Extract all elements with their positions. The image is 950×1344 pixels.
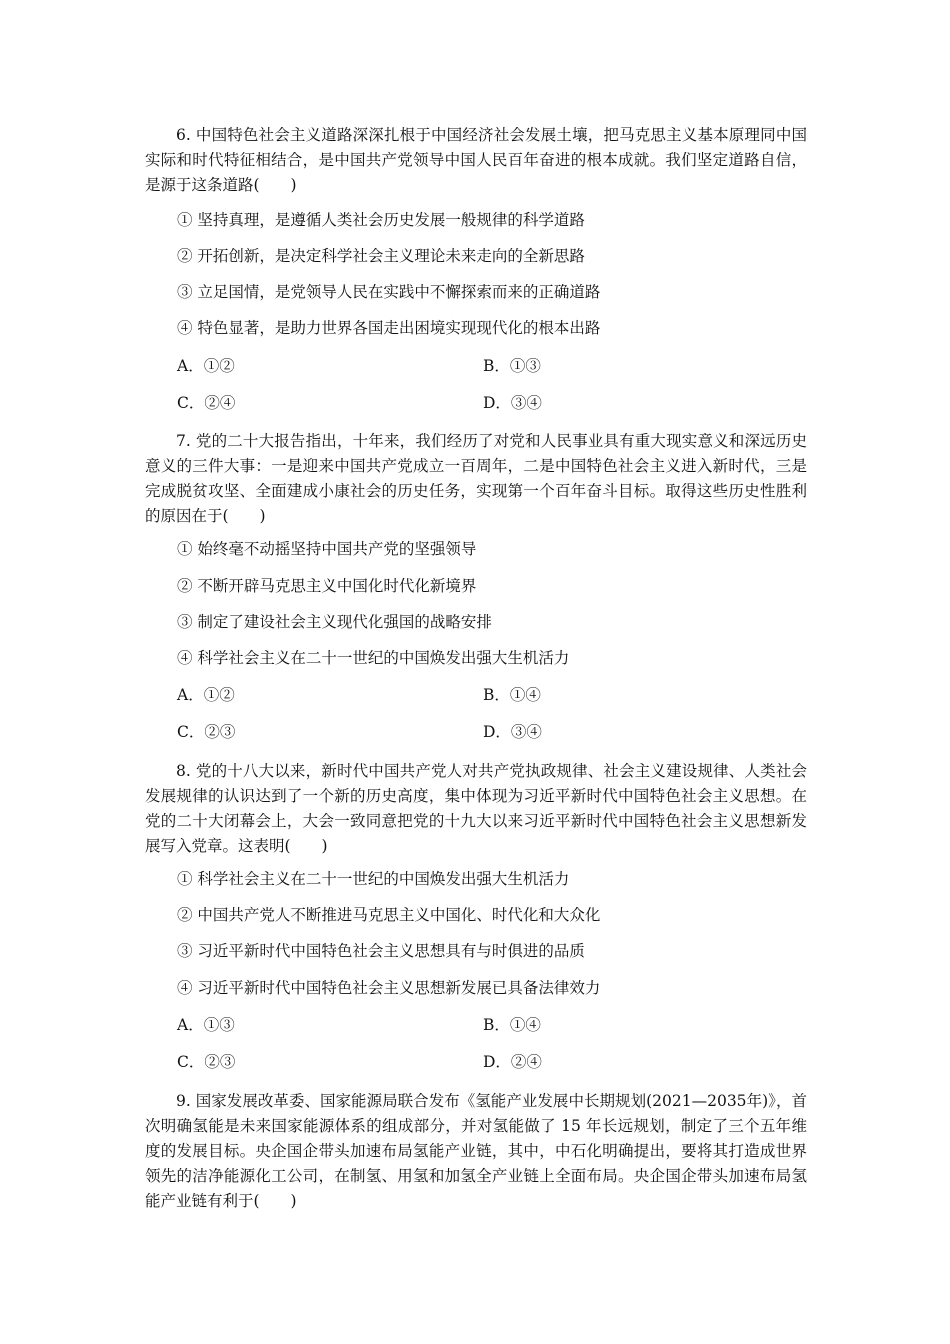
question-7	[145, 429, 807, 529]
question-8-choice-a[interactable]: A．①③	[177, 1016, 235, 1034]
question-7-statement-1: ① 始终毫不动摇坚持中国共产党的坚强领导	[177, 540, 477, 558]
question-6	[145, 123, 807, 198]
question-8-choice-d[interactable]: D．②④	[483, 1053, 542, 1071]
question-8-statement-1: ① 科学社会主义在二十一世纪的中国焕发出强大生机活力	[177, 870, 570, 888]
question-6-choice-b[interactable]: B．①③	[483, 357, 541, 375]
question-6-choice-c[interactable]: C．②④	[177, 394, 236, 412]
question-6-statement-1: ① 坚持真理，是遵循人类社会历史发展一般规律的科学道路	[177, 211, 585, 229]
question-8-stem: 8. 党的十八大以来，新时代中国共产党人对共产党执政规律、社会主义建设规律、人类社会发展规律的认识达到了一个新的历史高度，集中体现为习近平新时代中国特色社会主义思想。在党的二十大闭幕会上，大会一致同意把党的十九大以来习近平新时代中国特色社会主义思想新发展写入党章。这表明( )	[145, 762, 807, 855]
question-8-choice-c[interactable]: C．②③	[177, 1053, 236, 1071]
question-6-statement-4: ④ 特色显著，是助力世界各国走出困境实现现代化的根本出路	[177, 319, 601, 337]
question-6-statement-3: ③ 立足国情，是党领导人民在实践中不懈探索而来的正确道路	[177, 283, 601, 301]
question-7-statement-3: ③ 制定了建设社会主义现代化强国的战略安排	[177, 613, 492, 631]
question-6-choice-d[interactable]: D．③④	[483, 394, 542, 412]
question-8-statement-4: ④ 习近平新时代中国特色社会主义思想新发展已具备法律效力	[177, 979, 601, 997]
question-6-stem: 6. 中国特色社会主义道路深深扎根于中国经济社会发展土壤，把马克思主义基本原理同中国实际和时代特征相结合，是中国共产党领导中国人民百年奋进的根本成就。我们坚定道路自信，是源于这条道路( )	[145, 126, 807, 194]
question-7-choice-d[interactable]: D．③④	[483, 723, 542, 741]
question-6-statement-2: ② 开拓创新，是决定科学社会主义理论未来走向的全新思路	[177, 247, 585, 265]
question-7-stem: 7. 党的二十大报告指出，十年来，我们经历了对党和人民事业具有重大现实意义和深远历史意义的三件大事：一是迎来中国共产党成立一百周年，二是中国特色社会主义进入新时代，三是完成脱贫攻坚、全面建成小康社会的历史任务，实现第一个百年奋斗目标。取得这些历史性胜利的原因在于( )	[145, 432, 807, 525]
question-8	[145, 759, 807, 859]
question-7-choice-c[interactable]: C．②③	[177, 723, 236, 741]
question-9-stem: 9. 国家发展改革委、国家能源局联合发布《氢能产业发展中长期规划(2021—2035年)》，首次明确氢能是未来国家能源体系的组成部分，并对氢能做了 15 年长远规划，制定了三个五年维度的发展目标。央企国企带头加速布局氢能产业链，其中，中石化明确提出，要将其打造成世界领先的洁净能源化工公司，在制氢、用氢和加氢全产业链上全面布局。央企国企带头加速布局氢能产业链有利于( )	[145, 1092, 807, 1210]
question-7-choice-b[interactable]: B．①④	[483, 686, 541, 704]
question-7-statement-4: ④ 科学社会主义在二十一世纪的中国焕发出强大生机活力	[177, 649, 570, 667]
question-9	[145, 1089, 807, 1214]
question-8-statement-2: ② 中国共产党人不断推进马克思主义中国化、时代化和大众化	[177, 906, 601, 924]
question-7-statement-2: ② 不断开辟马克思主义中国化时代化新境界	[177, 577, 477, 595]
question-8-choice-b[interactable]: B．①④	[483, 1016, 541, 1034]
question-8-statement-3: ③ 习近平新时代中国特色社会主义思想具有与时俱进的品质	[177, 942, 585, 960]
question-7-choice-a[interactable]: A．①②	[177, 686, 235, 704]
question-6-choice-a[interactable]: A．①②	[177, 357, 235, 375]
